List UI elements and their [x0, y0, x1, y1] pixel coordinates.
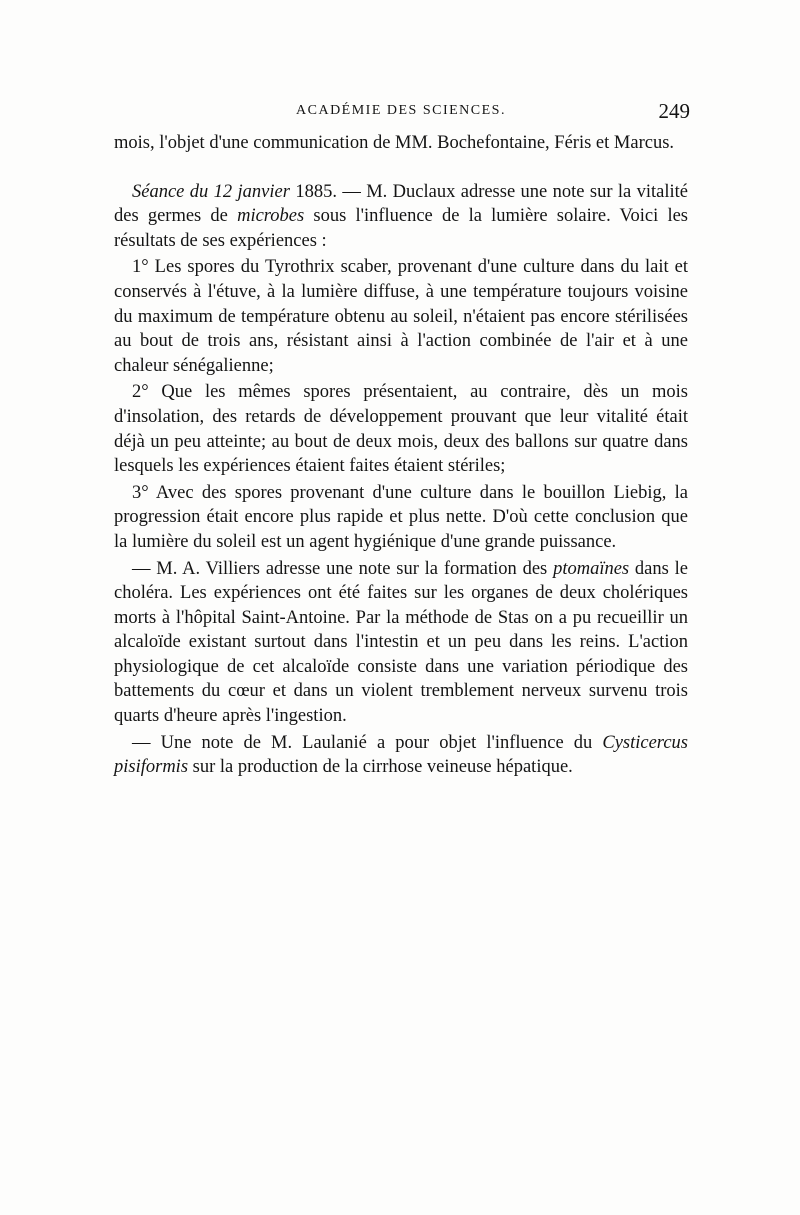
paragraph-result-1	[114, 255, 688, 378]
paragraph-text: 1° Les spores du Tyrothrix scaber, provenant d'une culture dans du lait et conservés à l'étuve, à la lumière diffuse, à une température toujours voisine du maximum de température obtenu au soleil, n'étaient pas encore stérilisées au bout de trois ans, résistant ainsi à l'action combinée de l'air et à une chaleur sénégalienne;	[114, 257, 688, 376]
paragraph-text: sur la production de la cirrhose veineuse hépatique.	[188, 757, 573, 778]
paragraph-continuation	[114, 131, 688, 156]
paragraph-laulanie	[114, 731, 688, 780]
paragraph-result-3	[114, 481, 688, 555]
paragraph-text: 3° Avec des spores provenant d'une culture dans le bouillon Liebig, la progression était encore plus rapide et plus nette. D'où cette conclusion que la lumière du soleil est un agent hygiénique d'une grande puissance.	[114, 482, 688, 552]
paragraph-text: sous l'influence de la lumière solaire. Voici les résultats de ses expériences :	[114, 206, 688, 251]
paragraph-text: — Une note de M. Laulanié a pour objet l'influence du	[132, 732, 603, 753]
page-number: 249	[658, 99, 690, 123]
paragraph-session-duclaux	[114, 180, 688, 254]
paragraph-text: dans le choléra. Les expériences ont été faites sur les organes de deux cholériques morts à l'hôpital Saint-Antoine. Par la méthode de Stas on a pu recueillir un alcaloïde existant surtout dans l'intestin et un peu dans les reins. L'action physiologique de cet alcaloïde consiste dans une variation périodique des battements du cœur et dans un violent tremblement nerveux survenu trois quarts d'heure après l'ingestion.	[114, 558, 689, 727]
paragraph-result-2	[114, 380, 688, 478]
paragraph-text: 1885. — M. Duclaux adresse une note sur la vitalité des germes de	[114, 181, 688, 227]
emphasis-text: ptomaïnes	[553, 558, 630, 579]
emphasis-text: microbes	[237, 206, 305, 227]
paragraph-text: — M. A. Villiers adresse une note sur la formation des	[132, 558, 554, 579]
body-text	[114, 131, 688, 780]
paragraph-text: mois, l'objet d'une communication de MM. Bochefontaine, Féris et Marcus.	[114, 133, 675, 153]
header-title: ACADÉMIE DES SCIENCES.	[296, 103, 506, 118]
emphasis-text: Cysticercus pisiformis	[114, 732, 688, 778]
paragraph-villiers	[114, 557, 688, 729]
paragraph-text: 2° Que les mêmes spores présentaient, au contraire, dès un mois d'insolation, des retards de développement prouvant que leur vitalité était déjà un peu atteinte; au bout de deux mois, deux des ballons sur quatre dans lesquels les expériences étaient faites étaient stériles;	[114, 382, 688, 477]
running-head	[116, 99, 690, 125]
session-date: Séance du 12 janvier	[132, 181, 290, 202]
